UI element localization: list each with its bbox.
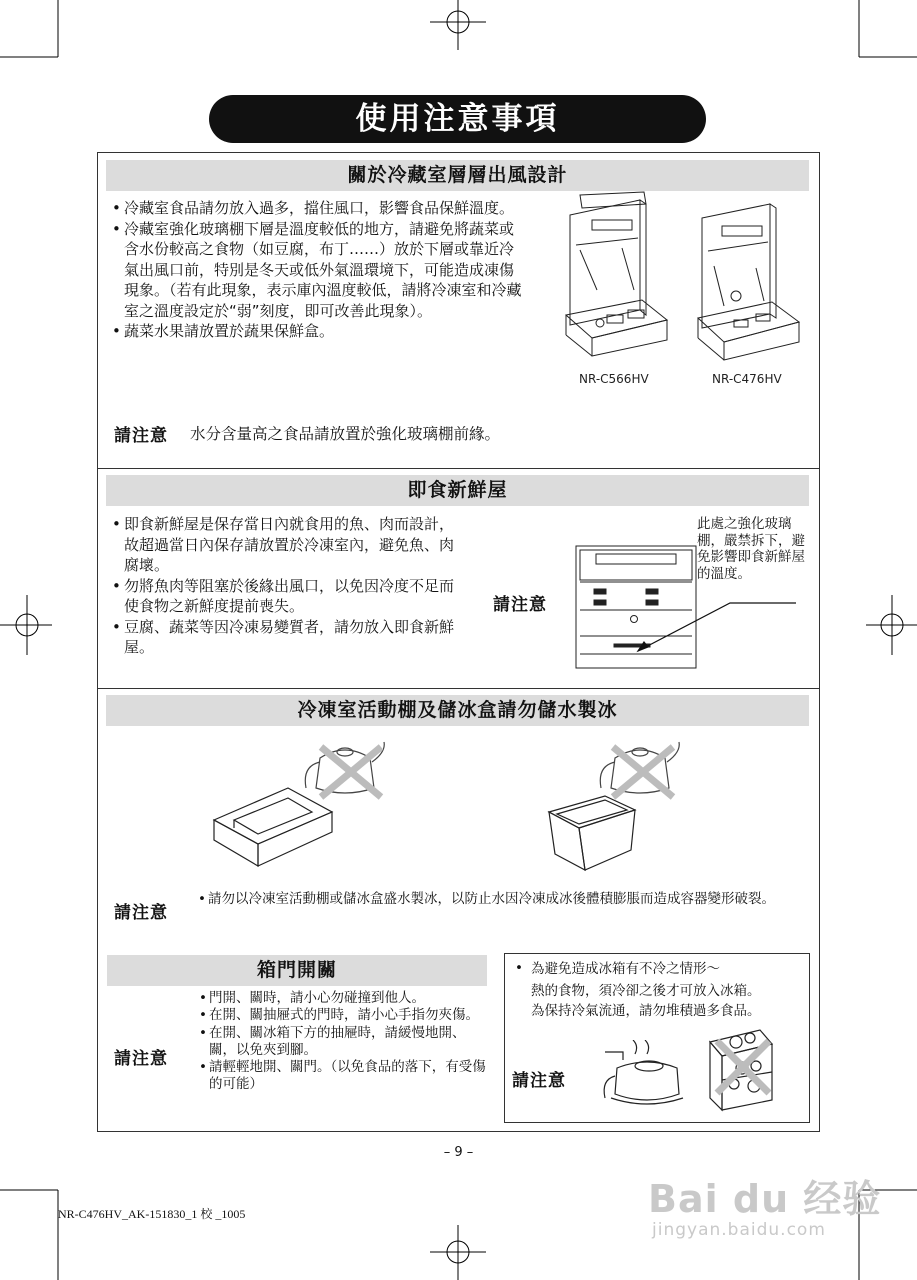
bullet-marker: • bbox=[515, 960, 523, 976]
caution-label: 請注意 bbox=[114, 903, 168, 923]
door-operation-bullet-list bbox=[199, 990, 491, 1094]
fresh-room-bullet-list bbox=[112, 514, 455, 658]
hot-food-line: 為避免造成冰箱有不冷之情形～ bbox=[531, 961, 720, 977]
list-item: • 門開、關時，請小心勿碰撞到他人。 bbox=[199, 990, 491, 1007]
list-item: • 蔬菜水果請放置於蔬果保鮮盒。 bbox=[112, 321, 527, 342]
list-item: • 在開、關抽屜式的門時，請小心手指勿夾傷。 bbox=[199, 1007, 491, 1024]
prohibited-cross-icon bbox=[712, 1036, 774, 1098]
section-heading-fresh-room: 即食新鮮屋 bbox=[106, 475, 809, 506]
caution-label: 請注意 bbox=[493, 595, 547, 615]
watermark-url: jingyan.baidu.com bbox=[652, 1220, 826, 1240]
hot-pot-illustration bbox=[597, 1040, 697, 1110]
list-item: • 勿將魚肉等阻塞於後緣出風口，以免因冷度不足而使食物之新鮮度提前喪失。 bbox=[112, 576, 455, 617]
air-outlet-bullet-list bbox=[112, 198, 527, 342]
section-divider bbox=[97, 688, 820, 689]
ice-bin-illustration bbox=[543, 792, 639, 874]
watermark-brand: Bai du 经验 bbox=[648, 1177, 882, 1221]
callout-pointer bbox=[600, 595, 800, 655]
hot-food-line: 為保持冷氣流通，請勿堆積過多食品。 bbox=[531, 1003, 761, 1019]
list-item: • 請勿以冷凍室活動棚或儲冰盒盛水製冰，以防止水因冷凍成冰後體積膨脹而造成容器變形破裂。 bbox=[198, 890, 810, 909]
caution-text: 水分含量高之食品請放置於強化玻璃棚前緣。 bbox=[190, 425, 501, 443]
freezer-shelf-tray-illustration bbox=[208, 778, 338, 870]
section-heading-air-outlet: 關於冷藏室層層出風設計 bbox=[106, 160, 809, 191]
footer-doc-code: NR-C476HV_AK-151830_1 校 _1005 bbox=[58, 1207, 246, 1221]
list-item: • 冷藏室強化玻璃棚下層是溫度較低的地方，請避免將蔬菜或含水份較高之食物（如豆腐，布丁……）放於下層或靠近冷氣出風口前，特別是冬天或低外氣溫環境下，可能造成凍傷現象。（若有此現象，表示庫內溫度較低，請將冷凍室和冷藏室之溫度設定於“弱”刻度，即可改善此現象）。 bbox=[112, 219, 527, 322]
page-number: – 9 – bbox=[443, 1145, 474, 1160]
list-item: • 即食新鮮屋是保存當日內就食用的魚、肉而設計，故超過當日內保存請放置於冷凍室內，避免魚、肉腐壞。 bbox=[112, 514, 455, 576]
list-item: • 冷藏室食品請勿放入過多，擋住風口，影響食品保鮮溫度。 bbox=[112, 198, 527, 219]
section-heading-door-operation: 箱門開關 bbox=[107, 955, 487, 986]
no-ice-note bbox=[198, 890, 810, 909]
section-divider bbox=[97, 468, 820, 469]
fridge-interior-illustration-c476 bbox=[694, 196, 804, 366]
list-item: • 豆腐、蔬菜等因冷凍易變質者，請勿放入即食新鮮屋。 bbox=[112, 617, 455, 658]
page-title: 使用注意事項 bbox=[209, 95, 706, 143]
hot-food-line: 熱的食物，須冷卻之後才可放入冰箱。 bbox=[531, 983, 761, 999]
model-label-c476: NR-C476HV bbox=[712, 372, 782, 386]
model-label-c566: NR-C566HV bbox=[579, 372, 649, 386]
fridge-interior-illustration-c566 bbox=[562, 190, 672, 360]
section-heading-no-ice-making: 冷凍室活動棚及儲冰盒請勿儲水製冰 bbox=[106, 695, 809, 726]
caution-label: 請注意 bbox=[512, 1071, 566, 1091]
glass-shelf-callout: 此處之強化玻璃棚，嚴禁拆下，避免影響即食新鮮屋的溫度。 bbox=[697, 516, 805, 582]
caution-label: 請注意 bbox=[114, 426, 168, 446]
caution-label: 請注意 bbox=[114, 1049, 168, 1069]
list-item: • 在開、關冰箱下方的抽屜時，請緩慢地開、關，以免夾到腳。 bbox=[199, 1025, 491, 1060]
list-item: • 請輕輕地開、關門。（以免食品的落下，有受傷的可能） bbox=[199, 1059, 491, 1094]
